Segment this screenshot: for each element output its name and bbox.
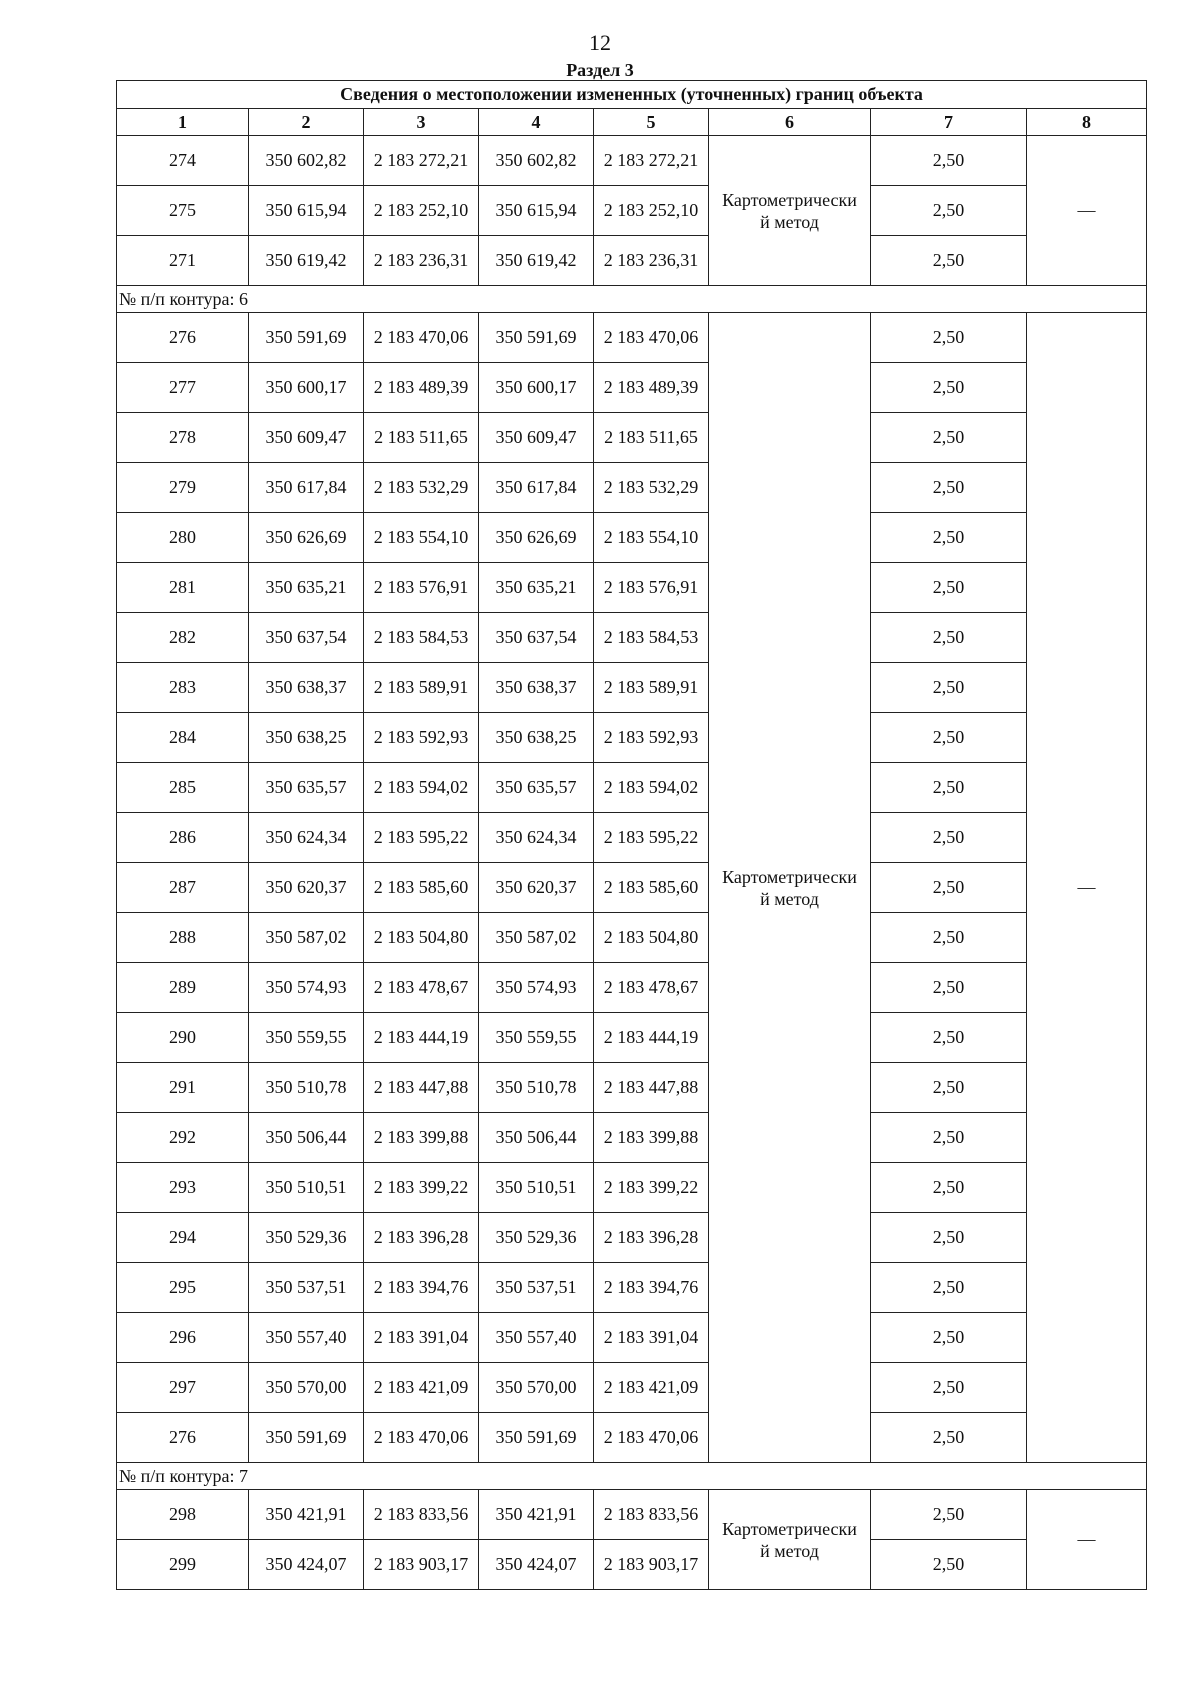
method-line-2: й метод — [760, 211, 819, 232]
column-header-6: 6 — [709, 109, 871, 136]
y-new-cell: 2 183 585,60 — [594, 863, 709, 913]
accuracy-cell: 2,50 — [871, 363, 1027, 413]
section-title: Раздел 3 — [566, 60, 634, 80]
y-existing-cell: 2 183 554,10 — [364, 513, 479, 563]
x-new-cell: 350 537,51 — [479, 1263, 594, 1313]
y-new-cell: 2 183 272,21 — [594, 136, 709, 186]
point-number-cell: 287 — [117, 863, 249, 913]
contour-label: № п/п контура: 6 — [117, 286, 1147, 313]
x-existing-cell: 350 600,17 — [249, 363, 364, 413]
y-new-cell: 2 183 594,02 — [594, 763, 709, 813]
table-row — [117, 663, 1147, 713]
y-new-cell: 2 183 399,88 — [594, 1113, 709, 1163]
column-header-4: 4 — [479, 109, 594, 136]
y-existing-cell: 2 183 236,31 — [364, 236, 479, 286]
point-number-cell: 297 — [117, 1363, 249, 1413]
point-number-cell: 288 — [117, 913, 249, 963]
point-number-cell: 299 — [117, 1540, 249, 1590]
column-header-5: 5 — [594, 109, 709, 136]
table-row — [117, 1013, 1147, 1063]
column-header-row — [117, 109, 1147, 136]
x-new-cell: 350 620,37 — [479, 863, 594, 913]
y-existing-cell: 2 183 399,22 — [364, 1163, 479, 1213]
y-new-cell: 2 183 447,88 — [594, 1063, 709, 1113]
y-new-cell: 2 183 470,06 — [594, 1413, 709, 1463]
y-new-cell: 2 183 478,67 — [594, 963, 709, 1013]
point-number-cell: 298 — [117, 1490, 249, 1540]
page-number: 12 — [589, 30, 611, 55]
x-existing-cell: 350 635,57 — [249, 763, 364, 813]
table-row — [117, 963, 1147, 1013]
y-new-cell: 2 183 470,06 — [594, 313, 709, 363]
x-new-cell: 350 615,94 — [479, 186, 594, 236]
y-new-cell: 2 183 444,19 — [594, 1013, 709, 1063]
y-existing-cell: 2 183 396,28 — [364, 1213, 479, 1263]
y-new-cell: 2 183 903,17 — [594, 1540, 709, 1590]
point-number-cell: 283 — [117, 663, 249, 713]
y-existing-cell: 2 183 576,91 — [364, 563, 479, 613]
point-number-cell: 274 — [117, 136, 249, 186]
y-new-cell: 2 183 511,65 — [594, 413, 709, 463]
x-new-cell: 350 591,69 — [479, 313, 594, 363]
y-new-cell: 2 183 421,09 — [594, 1363, 709, 1413]
x-new-cell: 350 637,54 — [479, 613, 594, 663]
y-new-cell: 2 183 504,80 — [594, 913, 709, 963]
table-row — [117, 1213, 1147, 1263]
accuracy-cell: 2,50 — [871, 813, 1027, 863]
x-existing-cell: 350 617,84 — [249, 463, 364, 513]
x-existing-cell: 350 624,34 — [249, 813, 364, 863]
table-row — [117, 863, 1147, 913]
point-number-cell: 281 — [117, 563, 249, 613]
contour-row — [117, 1463, 1147, 1490]
x-new-cell: 350 557,40 — [479, 1313, 594, 1363]
x-existing-cell: 350 609,47 — [249, 413, 364, 463]
y-existing-cell: 2 183 594,02 — [364, 763, 479, 813]
method-cell — [709, 1490, 871, 1590]
y-new-cell: 2 183 391,04 — [594, 1313, 709, 1363]
point-number-cell: 286 — [117, 813, 249, 863]
x-new-cell: 350 635,21 — [479, 563, 594, 613]
x-existing-cell: 350 638,37 — [249, 663, 364, 713]
accuracy-cell: 2,50 — [871, 1490, 1027, 1540]
y-new-cell: 2 183 394,76 — [594, 1263, 709, 1313]
y-existing-cell: 2 183 447,88 — [364, 1063, 479, 1113]
table-row — [117, 136, 1147, 186]
x-new-cell: 350 506,44 — [479, 1113, 594, 1163]
y-existing-cell: 2 183 532,29 — [364, 463, 479, 513]
y-existing-cell: 2 183 444,19 — [364, 1013, 479, 1063]
point-number-cell: 282 — [117, 613, 249, 663]
table-row — [117, 463, 1147, 513]
x-existing-cell: 350 557,40 — [249, 1313, 364, 1363]
x-new-cell: 350 529,36 — [479, 1213, 594, 1263]
y-existing-cell: 2 183 470,06 — [364, 1413, 479, 1463]
y-existing-cell: 2 183 399,88 — [364, 1113, 479, 1163]
x-existing-cell: 350 510,51 — [249, 1163, 364, 1213]
coordinates-table — [116, 80, 1147, 1590]
point-number-cell: 276 — [117, 313, 249, 363]
accuracy-cell: 2,50 — [871, 563, 1027, 613]
point-number-cell: 285 — [117, 763, 249, 813]
point-number-cell: 290 — [117, 1013, 249, 1063]
point-number-cell: 295 — [117, 1263, 249, 1313]
y-new-cell: 2 183 554,10 — [594, 513, 709, 563]
table-body — [117, 136, 1147, 1590]
accuracy-cell: 2,50 — [871, 413, 1027, 463]
table-row — [117, 1113, 1147, 1163]
point-number-cell: 292 — [117, 1113, 249, 1163]
x-existing-cell: 350 421,91 — [249, 1490, 364, 1540]
method-line-1: Картометрически — [722, 1518, 857, 1539]
table-row — [117, 1540, 1147, 1590]
table-row — [117, 613, 1147, 663]
accuracy-cell: 2,50 — [871, 313, 1027, 363]
contour-label: № п/п контура: 7 — [117, 1463, 1147, 1490]
table-row — [117, 413, 1147, 463]
point-number-cell: 276 — [117, 1413, 249, 1463]
point-number-cell: 294 — [117, 1213, 249, 1263]
y-new-cell: 2 183 592,93 — [594, 713, 709, 763]
accuracy-cell: 2,50 — [871, 863, 1027, 913]
y-existing-cell: 2 183 511,65 — [364, 413, 479, 463]
x-new-cell: 350 570,00 — [479, 1363, 594, 1413]
accuracy-cell: 2,50 — [871, 186, 1027, 236]
point-number-cell: 284 — [117, 713, 249, 763]
x-existing-cell: 350 574,93 — [249, 963, 364, 1013]
y-new-cell: 2 183 595,22 — [594, 813, 709, 863]
y-existing-cell: 2 183 391,04 — [364, 1313, 479, 1363]
x-new-cell: 350 574,93 — [479, 963, 594, 1013]
y-existing-cell: 2 183 272,21 — [364, 136, 479, 186]
y-new-cell: 2 183 584,53 — [594, 613, 709, 663]
accuracy-cell: 2,50 — [871, 1363, 1027, 1413]
y-existing-cell: 2 183 589,91 — [364, 663, 479, 713]
x-existing-cell: 350 637,54 — [249, 613, 364, 663]
x-existing-cell: 350 591,69 — [249, 313, 364, 363]
table-row — [117, 563, 1147, 613]
accuracy-cell: 2,50 — [871, 963, 1027, 1013]
table-caption: Сведения о местоположении измененных (уточненных) границ объекта — [117, 81, 1147, 109]
x-new-cell: 350 510,51 — [479, 1163, 594, 1213]
y-existing-cell: 2 183 585,60 — [364, 863, 479, 913]
x-new-cell: 350 626,69 — [479, 513, 594, 563]
method-cell — [709, 136, 871, 286]
x-existing-cell: 350 638,25 — [249, 713, 364, 763]
y-existing-cell: 2 183 584,53 — [364, 613, 479, 663]
y-existing-cell: 2 183 504,80 — [364, 913, 479, 963]
table-row — [117, 1413, 1147, 1463]
table-row — [117, 236, 1147, 286]
method-line-2: й метод — [760, 1540, 819, 1561]
x-existing-cell: 350 615,94 — [249, 186, 364, 236]
point-number-cell: 291 — [117, 1063, 249, 1113]
y-new-cell: 2 183 532,29 — [594, 463, 709, 513]
x-existing-cell: 350 537,51 — [249, 1263, 364, 1313]
x-existing-cell: 350 570,00 — [249, 1363, 364, 1413]
column-header-2: 2 — [249, 109, 364, 136]
x-existing-cell: 350 620,37 — [249, 863, 364, 913]
description-cell: — — [1027, 1490, 1147, 1590]
x-existing-cell: 350 529,36 — [249, 1213, 364, 1263]
table-row — [117, 1263, 1147, 1313]
accuracy-cell: 2,50 — [871, 1113, 1027, 1163]
x-existing-cell: 350 424,07 — [249, 1540, 364, 1590]
y-new-cell: 2 183 236,31 — [594, 236, 709, 286]
y-existing-cell: 2 183 489,39 — [364, 363, 479, 413]
accuracy-cell: 2,50 — [871, 1263, 1027, 1313]
table-row — [117, 1063, 1147, 1113]
table-row — [117, 313, 1147, 363]
accuracy-cell: 2,50 — [871, 1213, 1027, 1263]
accuracy-cell: 2,50 — [871, 463, 1027, 513]
accuracy-cell: 2,50 — [871, 1063, 1027, 1113]
accuracy-cell: 2,50 — [871, 1313, 1027, 1363]
y-existing-cell: 2 183 592,93 — [364, 713, 479, 763]
table-row — [117, 1163, 1147, 1213]
accuracy-cell: 2,50 — [871, 713, 1027, 763]
x-new-cell: 350 638,37 — [479, 663, 594, 713]
y-new-cell: 2 183 489,39 — [594, 363, 709, 413]
x-new-cell: 350 609,47 — [479, 413, 594, 463]
column-header-3: 3 — [364, 109, 479, 136]
x-new-cell: 350 559,55 — [479, 1013, 594, 1063]
point-number-cell: 277 — [117, 363, 249, 413]
x-new-cell: 350 638,25 — [479, 713, 594, 763]
x-new-cell: 350 619,42 — [479, 236, 594, 286]
y-existing-cell: 2 183 833,56 — [364, 1490, 479, 1540]
description-cell: — — [1027, 136, 1147, 286]
table-row — [117, 186, 1147, 236]
point-number-cell: 279 — [117, 463, 249, 513]
x-new-cell: 350 624,34 — [479, 813, 594, 863]
point-number-cell: 271 — [117, 236, 249, 286]
accuracy-cell: 2,50 — [871, 1013, 1027, 1063]
x-existing-cell: 350 635,21 — [249, 563, 364, 613]
method-line-1: Картометрически — [722, 189, 857, 210]
accuracy-cell: 2,50 — [871, 763, 1027, 813]
point-number-cell: 278 — [117, 413, 249, 463]
y-existing-cell: 2 183 421,09 — [364, 1363, 479, 1413]
accuracy-cell: 2,50 — [871, 136, 1027, 186]
y-new-cell: 2 183 252,10 — [594, 186, 709, 236]
x-new-cell: 350 591,69 — [479, 1413, 594, 1463]
contour-row — [117, 286, 1147, 313]
x-existing-cell: 350 591,69 — [249, 1413, 364, 1463]
y-new-cell: 2 183 833,56 — [594, 1490, 709, 1540]
x-new-cell: 350 602,82 — [479, 136, 594, 186]
x-existing-cell: 350 506,44 — [249, 1113, 364, 1163]
x-existing-cell: 350 619,42 — [249, 236, 364, 286]
y-existing-cell: 2 183 470,06 — [364, 313, 479, 363]
y-new-cell: 2 183 589,91 — [594, 663, 709, 713]
x-new-cell: 350 635,57 — [479, 763, 594, 813]
accuracy-cell: 2,50 — [871, 513, 1027, 563]
column-header-1: 1 — [117, 109, 249, 136]
column-header-7: 7 — [871, 109, 1027, 136]
accuracy-cell: 2,50 — [871, 913, 1027, 963]
table-row — [117, 1363, 1147, 1413]
table-row — [117, 1490, 1147, 1540]
accuracy-cell: 2,50 — [871, 1540, 1027, 1590]
x-new-cell: 350 587,02 — [479, 913, 594, 963]
method-cell — [709, 313, 871, 1463]
y-existing-cell: 2 183 595,22 — [364, 813, 479, 863]
point-number-cell: 275 — [117, 186, 249, 236]
column-header-8: 8 — [1027, 109, 1147, 136]
x-new-cell: 350 600,17 — [479, 363, 594, 413]
y-new-cell: 2 183 576,91 — [594, 563, 709, 613]
point-number-cell: 296 — [117, 1313, 249, 1363]
point-number-cell: 289 — [117, 963, 249, 1013]
accuracy-cell: 2,50 — [871, 1163, 1027, 1213]
x-existing-cell: 350 587,02 — [249, 913, 364, 963]
accuracy-cell: 2,50 — [871, 236, 1027, 286]
method-line-1: Картометрически — [722, 866, 857, 887]
table-row — [117, 813, 1147, 863]
y-existing-cell: 2 183 394,76 — [364, 1263, 479, 1313]
x-existing-cell: 350 626,69 — [249, 513, 364, 563]
point-number-cell: 293 — [117, 1163, 249, 1213]
table-row — [117, 513, 1147, 563]
x-new-cell: 350 421,91 — [479, 1490, 594, 1540]
point-number-cell: 280 — [117, 513, 249, 563]
x-new-cell: 350 510,78 — [479, 1063, 594, 1113]
x-new-cell: 350 424,07 — [479, 1540, 594, 1590]
x-existing-cell: 350 602,82 — [249, 136, 364, 186]
table-row — [117, 913, 1147, 963]
x-existing-cell: 350 510,78 — [249, 1063, 364, 1113]
x-existing-cell: 350 559,55 — [249, 1013, 364, 1063]
method-line-2: й метод — [760, 888, 819, 909]
y-existing-cell: 2 183 252,10 — [364, 186, 479, 236]
y-existing-cell: 2 183 903,17 — [364, 1540, 479, 1590]
y-existing-cell: 2 183 478,67 — [364, 963, 479, 1013]
accuracy-cell: 2,50 — [871, 613, 1027, 663]
y-new-cell: 2 183 399,22 — [594, 1163, 709, 1213]
y-new-cell: 2 183 396,28 — [594, 1213, 709, 1263]
description-cell: — — [1027, 313, 1147, 1463]
accuracy-cell: 2,50 — [871, 663, 1027, 713]
table-row — [117, 363, 1147, 413]
x-new-cell: 350 617,84 — [479, 463, 594, 513]
table-row — [117, 713, 1147, 763]
accuracy-cell: 2,50 — [871, 1413, 1027, 1463]
table-row — [117, 763, 1147, 813]
table-row — [117, 1313, 1147, 1363]
